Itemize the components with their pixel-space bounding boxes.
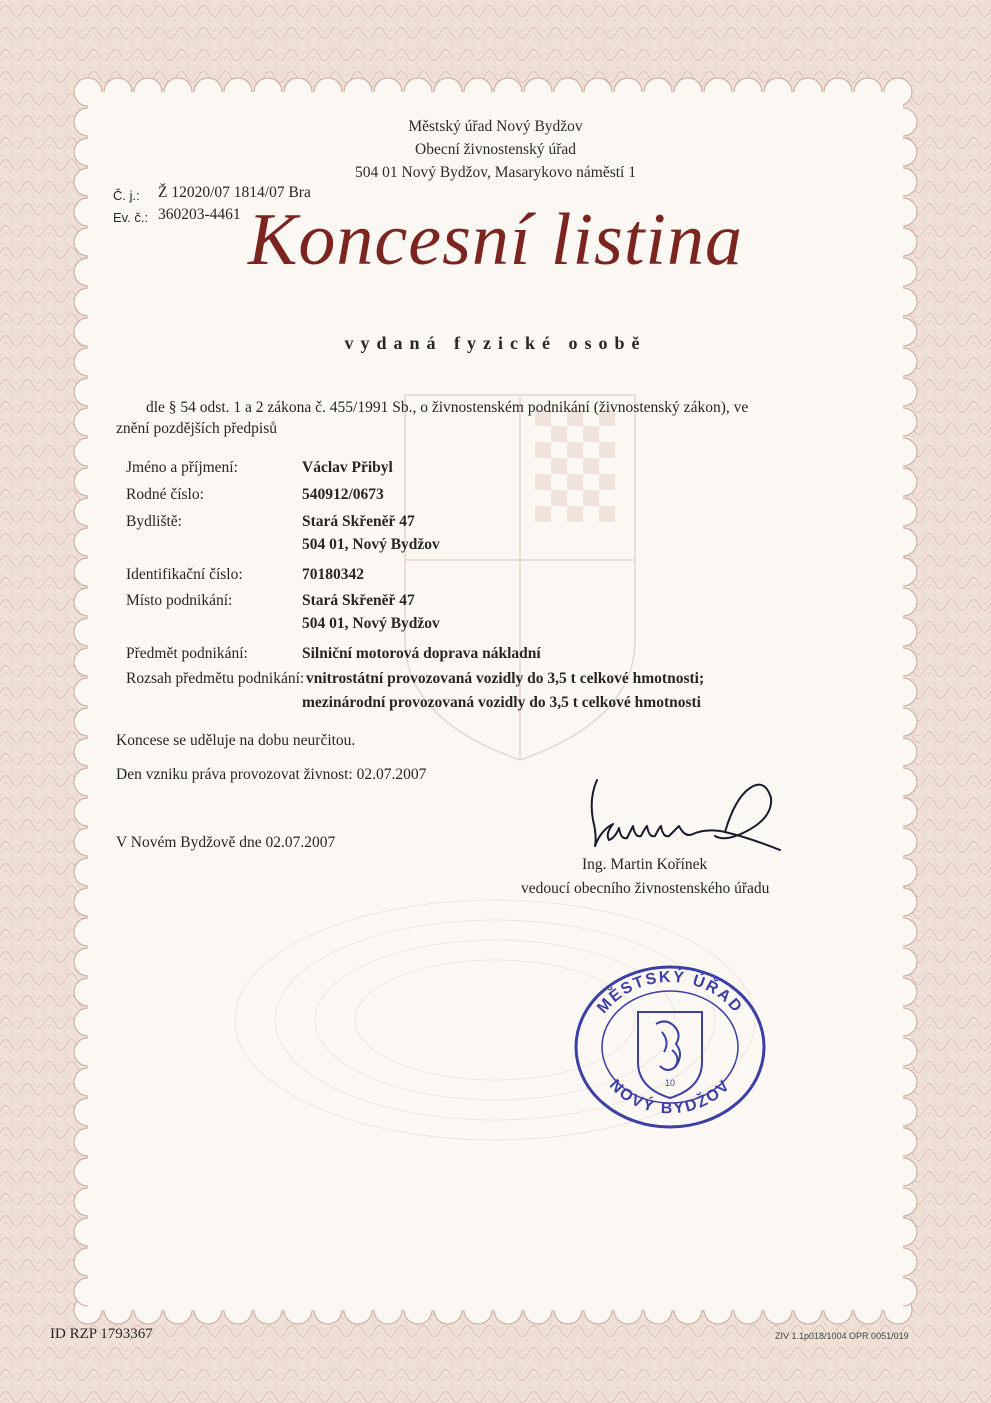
place-date-statement: V Novém Bydžově dne 02.07.2007 bbox=[116, 834, 336, 851]
scope-label: Rozsah předmětu podnikání: bbox=[126, 670, 305, 687]
document-subtitle: vydaná fyzické osobě bbox=[344, 333, 647, 353]
business-place-label: Místo podnikání: bbox=[126, 592, 233, 609]
signatory-name: Ing. Martin Kořínek bbox=[582, 856, 708, 873]
document-title: Koncesní listina bbox=[248, 199, 743, 281]
business-subject-value: Silniční motorová doprava nákladní bbox=[302, 645, 541, 662]
name-label: Jméno a příjmení: bbox=[126, 459, 238, 476]
issuer-address: 504 01 Nový Bydžov, Masarykovo náměstí 1 bbox=[355, 164, 636, 181]
birth-number-label: Rodné číslo: bbox=[126, 486, 204, 503]
form-code: ZIV 1.1p018/1004 OPR 0051/019 bbox=[775, 1331, 909, 1341]
scope-value-line2: mezinárodní provozovaná vozidly do 3,5 t celkové hmotnosti bbox=[302, 694, 701, 711]
residence-value-line1: Stará Skřeněř 47 bbox=[302, 513, 415, 530]
residence-value-line2: 504 01, Nový Bydžov bbox=[302, 536, 440, 553]
ev-value: 360203-4461 bbox=[158, 206, 241, 223]
cj-label: Č. j.: bbox=[113, 188, 140, 203]
cj-value: Ž 12020/07 1814/07 Bra bbox=[158, 184, 311, 201]
signatory-role: vedoucí obecního živnostenského úřadu bbox=[521, 880, 770, 897]
legal-basis-line1: dle § 54 odst. 1 a 2 zákona č. 455/1991 Sb., o živnostenském podnikání (živnostenský zákon), ve bbox=[146, 399, 749, 416]
business-place-value-line2: 504 01, Nový Bydžov bbox=[302, 615, 440, 632]
business-place-value-line1: Stará Skřeněř 47 bbox=[302, 592, 415, 609]
residence-label: Bydliště: bbox=[126, 513, 182, 530]
start-date-statement: Den vzniku práva provozovat živnost: 02.07.2007 bbox=[116, 766, 427, 783]
ev-label: Ev. č.: bbox=[113, 210, 149, 225]
stamp-top-text: MĚSTSKÝ ÚŘAD bbox=[594, 968, 746, 1017]
scope-value-line1: vnitrostátní provozovaná vozidly do 3,5 t celkové hmotnosti; bbox=[306, 670, 705, 687]
issuer-office: Městský úřad Nový Bydžov bbox=[408, 118, 583, 135]
duration-statement: Koncese se uděluje na dobu neurčitou. bbox=[116, 732, 356, 749]
issuer-department: Obecní živnostenský úřad bbox=[415, 141, 576, 158]
official-stamp bbox=[570, 962, 770, 1132]
id-number-value: 70180342 bbox=[302, 566, 364, 583]
id-rzp: ID RZP 1793367 bbox=[50, 1326, 153, 1342]
id-number-label: Identifikační číslo: bbox=[126, 566, 243, 583]
business-subject-label: Předmět podnikání: bbox=[126, 645, 248, 662]
name-value: Václav Přibyl bbox=[302, 459, 393, 476]
stamp-number: 10 bbox=[664, 1078, 676, 1088]
birth-number-value: 540912/0673 bbox=[302, 486, 384, 503]
stamp-bottom-text: NOVÝ BYDŽOV bbox=[605, 1076, 735, 1118]
legal-basis-line2: znění pozdějších předpisů bbox=[116, 420, 277, 437]
